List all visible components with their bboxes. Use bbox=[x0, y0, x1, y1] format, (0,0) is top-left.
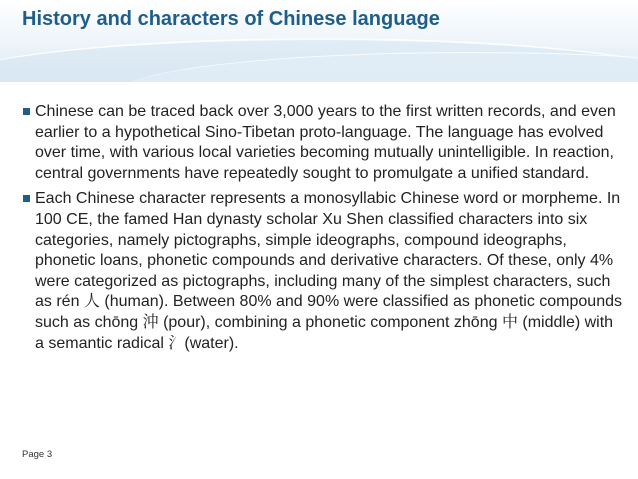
slide-body bbox=[22, 102, 622, 359]
square-bullet-icon bbox=[23, 195, 30, 202]
slide-title: History and characters of Chinese language bbox=[22, 8, 440, 30]
square-bullet-icon bbox=[23, 108, 30, 115]
bullet-item-characters bbox=[22, 189, 622, 354]
bullet-item-history bbox=[22, 102, 622, 184]
bullet-text: Each Chinese character represents a monosyllabic Chinese word or morpheme. In 100 CE, the famed Han dynasty scholar Xu Shen classified characters into six categories, namely pictographs, simple ideographs, compound ideographs, phonetic loans, phonetic compounds and derivative characters. Of these, only 4% were categorized as pictographs, including many of the simplest characters, such as rén 人 (human). Between 80% and 90% were classified as phonetic compounds such as chōng 沖 (pour), combining a phonetic component zhōng 中 (middle) with a semantic radical 氵(water). bbox=[35, 190, 622, 352]
page-number: Page 3 bbox=[22, 449, 53, 460]
bullet-text: Chinese can be traced back over 3,000 years to the first written records, and even earlier to a hypothetical Sino-Tibetan proto-language. The language has evolved over time, with various local varieties becoming mutually unintelligible. In reaction, central governments have repeatedly sought to promulgate a unified standard. bbox=[35, 103, 616, 182]
